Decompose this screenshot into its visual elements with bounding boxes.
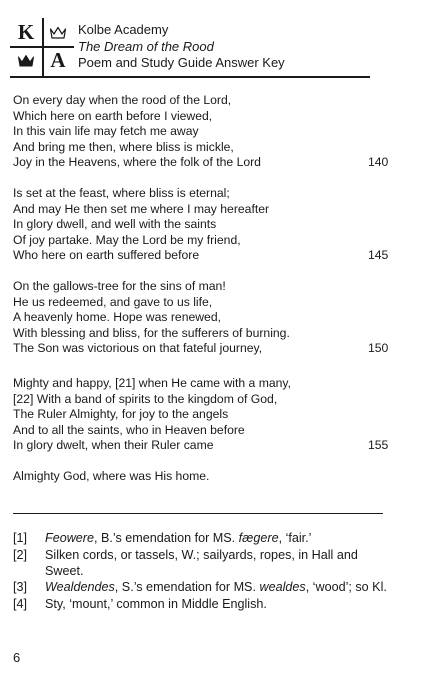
poem-line (13, 140, 393, 156)
poem-line (13, 392, 393, 408)
line-text: Almighty God, where was His home. (13, 469, 210, 483)
footnote (13, 597, 393, 613)
stanza-1 (13, 93, 393, 171)
footnote-mark: [3] (13, 580, 28, 595)
footnote-text (45, 531, 393, 547)
line-number: 150 (368, 341, 389, 356)
line-text: And bring me then, where bliss is mickle, (13, 139, 234, 154)
line-text: In glory dwelt, when their Ruler came (13, 438, 214, 453)
header-rule (10, 76, 370, 78)
kolbe-logo (10, 18, 76, 76)
poem-line (13, 341, 393, 357)
org-name: Kolbe Academy (78, 22, 169, 37)
poem-line (13, 217, 393, 233)
logo-letter-k: K (17, 20, 35, 44)
line-text: He us redeemed, and gave to us life, (13, 294, 213, 309)
footnote (13, 580, 393, 596)
poem-line (13, 155, 393, 171)
crown-solid-icon (12, 48, 40, 73)
footnote-body: Silken cords, or tassels, W.; sailyards, ropes, in Hall and Sweet. (45, 547, 358, 578)
logo-divider-horizontal (10, 46, 74, 48)
work-title: The Dream of the Rood (78, 38, 214, 54)
footnote-italic: Wealdendes (45, 580, 115, 595)
line-text: On the gallows-tree for the sins of man! (13, 279, 226, 293)
footnote-mark: [4] (13, 597, 28, 612)
poem-line (13, 310, 393, 326)
guide-subtitle: Poem and Study Guide Answer Key (78, 55, 285, 70)
logo-letter-a: A (50, 48, 66, 72)
poem-line (13, 469, 393, 485)
logo-cell-k (12, 20, 40, 45)
line-text: Of joy partake. May the Lord be my friend, (13, 232, 241, 247)
footnote-text (45, 580, 393, 596)
footnote-body: Sty, ‘mount,’ common in Middle English. (45, 597, 267, 612)
footnote-italic: wealdes (259, 580, 306, 595)
line-number: 145 (368, 248, 389, 263)
footnote-body: , B.’s emendation for MS. (94, 531, 239, 545)
poem-line (13, 186, 393, 202)
poem-line (13, 295, 393, 311)
footnote-rule (13, 513, 383, 514)
document-header (78, 22, 285, 72)
footnote-italic: Feowere (45, 531, 94, 545)
line-text: The Son was victorious on that fateful journey, (13, 341, 263, 356)
line-number: 140 (368, 155, 389, 170)
stanza-2 (13, 186, 393, 264)
line-text: On every day when the rood of the Lord, (13, 93, 232, 107)
footnote-body: , ‘wood’; so Kl. (305, 580, 387, 595)
line-text: In glory dwell, and well with the saints (13, 217, 217, 232)
poem-line (13, 438, 393, 454)
line-text: A heavenly home. Hope was renewed, (13, 310, 221, 325)
poem-line (13, 376, 393, 392)
line-text: In this vain life may fetch me away (13, 124, 199, 139)
footnote-mark: [1] (13, 531, 28, 545)
stanza-4 (13, 376, 393, 454)
footnote-body: , S.’s emendation for MS. (114, 580, 260, 595)
line-text: With blessing and bliss, for the sufferers of burning. (13, 325, 290, 340)
footnote-body: , ‘fair.’ (278, 531, 312, 545)
poem-line (13, 423, 393, 439)
page-number: 6 (13, 650, 21, 665)
footnote (13, 531, 393, 547)
line-text: Joy in the Heavens, where the folk of the Lord (13, 155, 261, 170)
poem-line (13, 202, 393, 218)
line-text: The Ruler Almighty, for joy to the angels (13, 407, 229, 422)
footnotes (13, 531, 393, 614)
poem-line (13, 233, 393, 249)
logo-cell-a (44, 48, 72, 73)
line-text: And to all the saints, who in Heaven before (13, 422, 245, 437)
line-text: [22] With a band of spirits to the kingdom of God, (13, 391, 278, 406)
poem-line (13, 407, 393, 423)
line-text: Which here on earth before I viewed, (13, 108, 213, 123)
stanza-5 (13, 469, 393, 485)
poem-line (13, 124, 393, 140)
line-text: Who here on earth suffered before (13, 248, 200, 263)
stanza-3 (13, 279, 393, 357)
line-text: Is set at the feast, where bliss is eternal; (13, 186, 230, 200)
line-text: And may He then set me where I may hereafter (13, 201, 270, 216)
line-number: 155 (368, 438, 389, 453)
poem-line (13, 109, 393, 125)
poem-line (13, 93, 393, 109)
footnote-mark: [2] (13, 547, 28, 562)
poem-line (13, 279, 393, 295)
footnote-text (45, 597, 393, 613)
poem-line (13, 248, 393, 264)
line-text: Mighty and happy, [21] when He came with a many, (13, 376, 291, 390)
crown-outline-icon (44, 20, 72, 45)
footnote-text (45, 548, 393, 580)
footnote-italic: fægere (238, 531, 279, 545)
poem-line (13, 326, 393, 342)
footnote (13, 548, 393, 580)
